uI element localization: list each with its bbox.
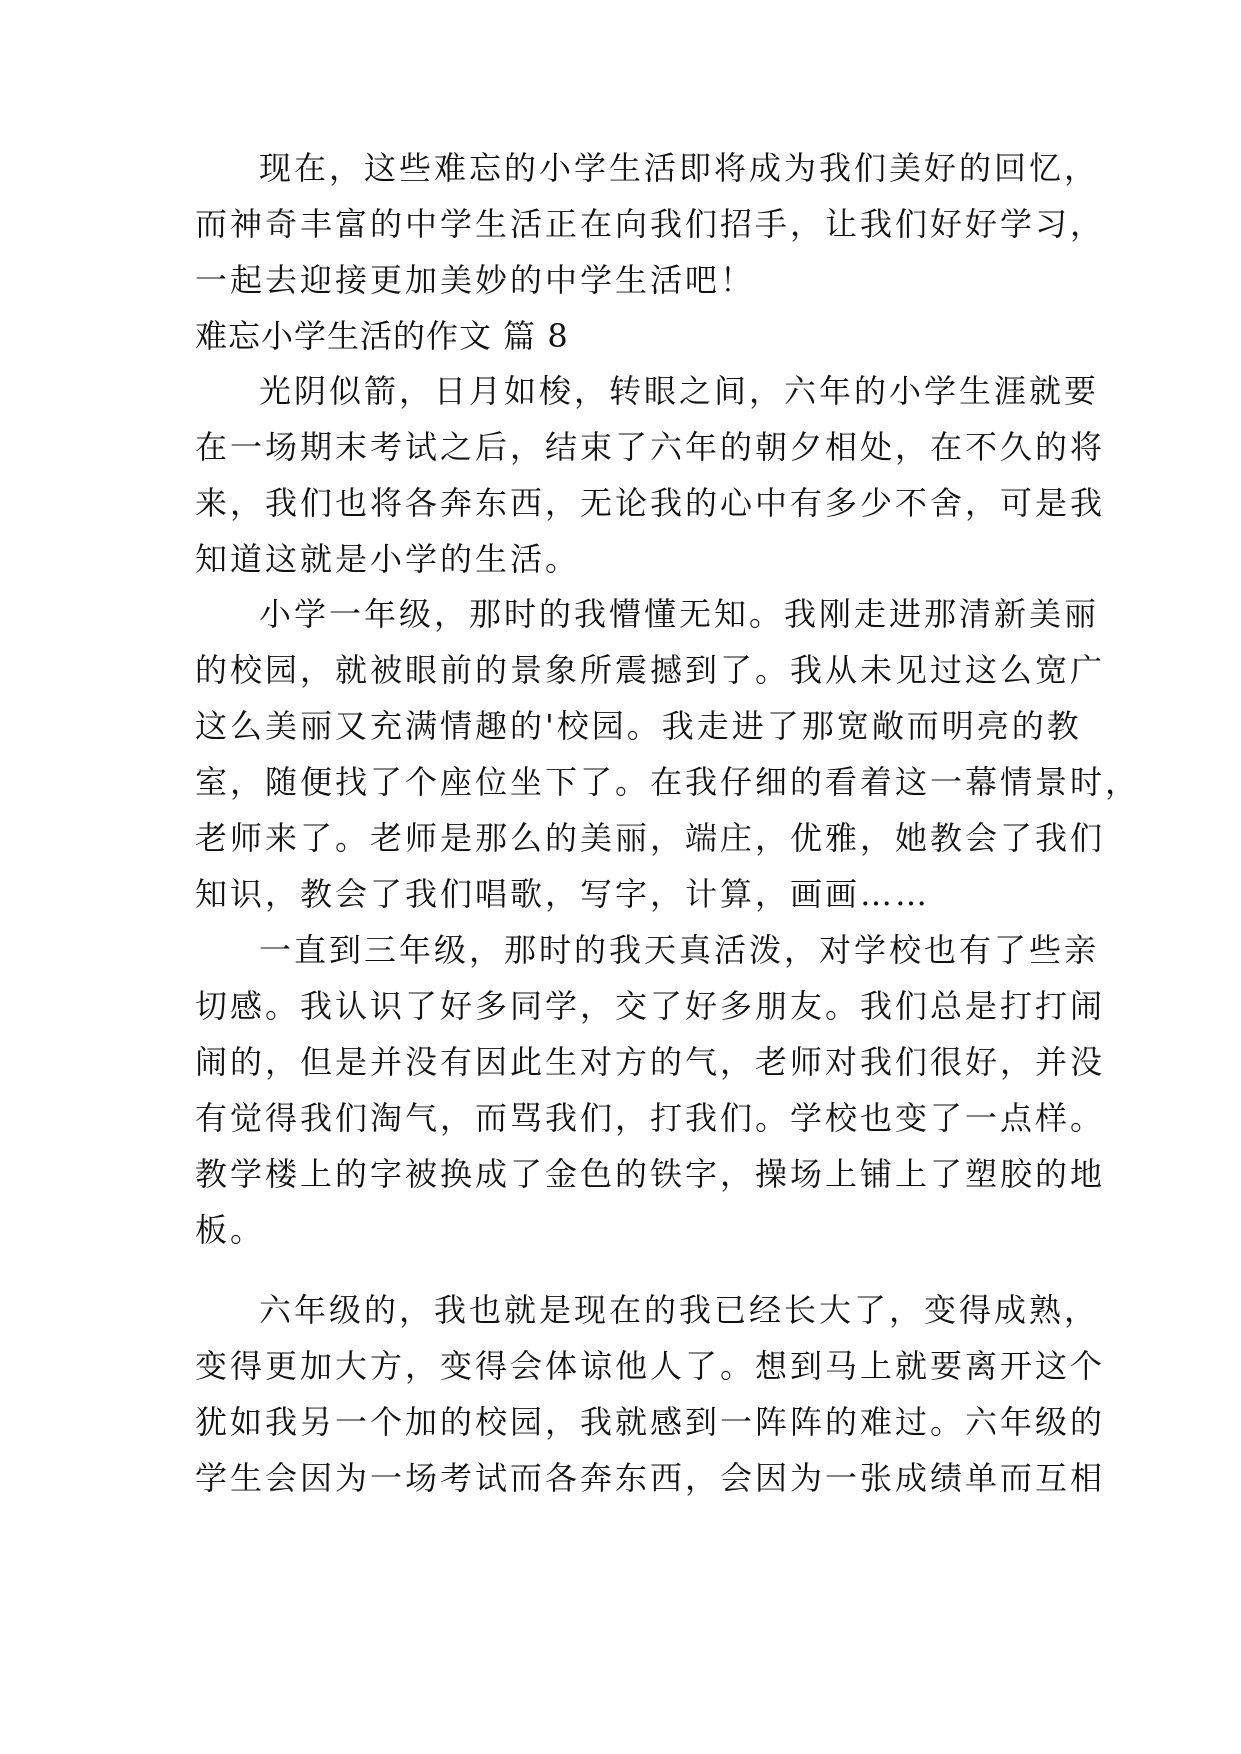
p3-line-1: 一直到三年级，那时的我天真活泼，对学校也有了些亲: [259, 931, 1100, 969]
p4-line-1: 六年级的，我也就是现在的我已经长大了，变得成熟，: [259, 1291, 1100, 1329]
p2-line-1: 小学一年级，那时的我懵懂无知。我刚走进那清新美丽: [259, 595, 1100, 633]
p1-line-4: 知道这就是小学的生活。: [195, 540, 581, 578]
section-heading: 难忘小学生活的作文 篇 8: [195, 317, 569, 355]
p3-line-5: 教学楼上的字被换成了金色的铁字，操场上铺上了塑胶的地: [195, 1155, 1106, 1193]
intro-line-3: 一起去迎接更加美妙的中学生活吧！: [195, 261, 756, 299]
p1-line-1: 光阴似箭，日月如梭，转眼之间，六年的小学生涯就要: [259, 372, 1100, 410]
p1-line-2: 在一场期末考试之后，结束了六年的朝夕相处，在不久的将: [195, 428, 1106, 466]
intro-line-1: 现在，这些难忘的小学生活即将成为我们美好的回忆，: [259, 149, 1100, 187]
p2-line-4: 室，随便找了个座位坐下了。在我仔细的看着这一幕情景时，: [195, 763, 1141, 801]
p2-line-6: 知识，教会了我们唱歌，写字，计算，画画……: [195, 875, 931, 913]
p3-line-2: 切感。我认识了好多同学，交了好多朋友。我们总是打打闹: [195, 987, 1106, 1025]
p3-line-6: 板。: [195, 1211, 266, 1249]
p4-line-3: 犹如我另一个加的校园，我就感到一阵阵的难过。六年级的: [195, 1403, 1106, 1441]
p1-line-3: 来，我们也将各奔东西，无论我的心中有多少不舍，可是我: [195, 484, 1106, 522]
p3-line-3: 闹的，但是并没有因此生对方的气，老师对我们很好，并没: [195, 1043, 1106, 1081]
p3-line-4: 有觉得我们淘气，而骂我们，打我们。学校也变了一点样。: [195, 1099, 1106, 1137]
intro-line-2: 而神奇丰富的中学生活正在向我们招手，让我们好好学习，: [195, 205, 1106, 243]
p4-line-4: 学生会因为一场考试而各奔东西，会因为一张成绩单而互相: [195, 1459, 1106, 1497]
p2-line-5: 老师来了。老师是那么的美丽，端庄，优雅，她教会了我们: [195, 819, 1106, 857]
p4-line-2: 变得更加大方，变得会体谅他人了。想到马上就要离开这个: [195, 1347, 1106, 1385]
p2-line-3: 这么美丽又充满情趣的'校园。我走进了那宽敞而明亮的教: [195, 707, 1082, 745]
p2-line-2: 的校园，就被眼前的景象所震撼到了。我从未见过这么宽广: [195, 651, 1106, 689]
